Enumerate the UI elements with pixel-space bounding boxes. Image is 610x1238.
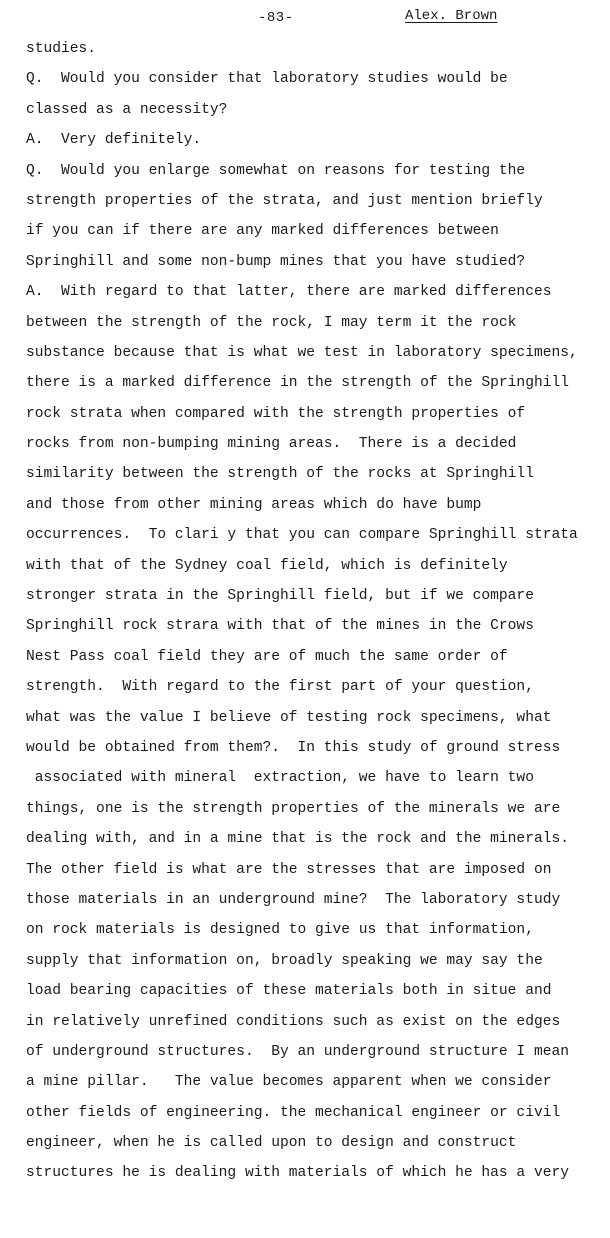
transcript-line: classed as a necessity?	[26, 101, 228, 118]
transcript-line: substance because that is what we test in laboratory specimens,	[26, 344, 578, 361]
witness-name: Alex. Brown	[405, 8, 498, 24]
transcript-line: associated with mineral extraction, we have to learn two	[26, 770, 534, 787]
transcript-line: dealing with, and in a mine that is the rock and the minerals.	[26, 831, 569, 848]
transcript-line: those materials in an underground mine? The laboratory study	[26, 891, 561, 908]
page-number: -83-	[258, 10, 294, 26]
transcript-line: Q. Would you enlarge somewhat on reasons for testing the	[26, 162, 526, 179]
transcript-line: strength properties of the strata, and just mention briefly	[26, 192, 543, 209]
transcript-line: Springhill rock strara with that of the mines in the Crows	[26, 618, 534, 635]
transcript-line: Nest Pass coal field they are of much the same order of	[26, 648, 508, 665]
transcript-line: would be obtained from them?. In this study of ground stress	[26, 739, 561, 756]
transcript-line: rocks from non-bumping mining areas. There is a decided	[26, 436, 517, 453]
transcript-line: what was the value I believe of testing rock specimens, what	[26, 709, 552, 726]
transcript-line: on rock materials is designed to give us that information,	[26, 922, 534, 939]
transcript-line: A. With regard to that latter, there are marked differences	[26, 284, 552, 301]
transcript-line: things, one is the strength properties of the minerals we are	[26, 800, 561, 817]
transcript-body	[26, 34, 606, 1189]
transcript-line: A. Very definitely.	[26, 132, 202, 149]
transcript-line: The other field is what are the stresses that are imposed on	[26, 861, 552, 878]
transcript-line: other fields of engineering. the mechanical engineer or civil	[26, 1104, 561, 1121]
transcript-line: there is a marked difference in the strength of the Springhill	[26, 375, 569, 392]
transcript-line: supply that information on, broadly speaking we may say the	[26, 952, 543, 969]
transcript-line: and those from other mining areas which do have bump	[26, 496, 482, 513]
transcript-line: strength. With regard to the first part of your question,	[26, 679, 534, 696]
transcript-line: Q. Would you consider that laboratory studies would be	[26, 71, 508, 88]
transcript-line: rock strata when compared with the strength properties of	[26, 405, 526, 422]
transcript-line: in relatively unrefined conditions such as exist on the edges	[26, 1013, 561, 1030]
transcript-line: occurrences. To clari y that you can compare Springhill strata	[26, 527, 578, 544]
transcript-line: if you can if there are any marked differences between	[26, 223, 499, 240]
transcript-line: Springhill and some non-bump mines that you have studied?	[26, 253, 526, 270]
transcript-line: stronger strata in the Springhill field, but if we compare	[26, 588, 534, 605]
transcript-line: of underground structures. By an underground structure I mean	[26, 1043, 569, 1060]
transcript-line: load bearing capacities of these materials both in situe and	[26, 983, 552, 1000]
transcript-line: between the strength of the rock, I may term it the rock	[26, 314, 517, 331]
transcript-line: studies.	[26, 41, 97, 57]
transcript-line: similarity between the strength of the rocks at Springhill	[26, 466, 534, 483]
transcript-line: with that of the Sydney coal field, which is definitely	[26, 557, 508, 574]
transcript-line: structures he is dealing with materials of which he has a very	[26, 1165, 569, 1182]
transcript-line: engineer, when he is called upon to design and construct	[26, 1135, 517, 1152]
transcript-line: a mine pillar. The value becomes apparent when we consider	[26, 1074, 552, 1091]
